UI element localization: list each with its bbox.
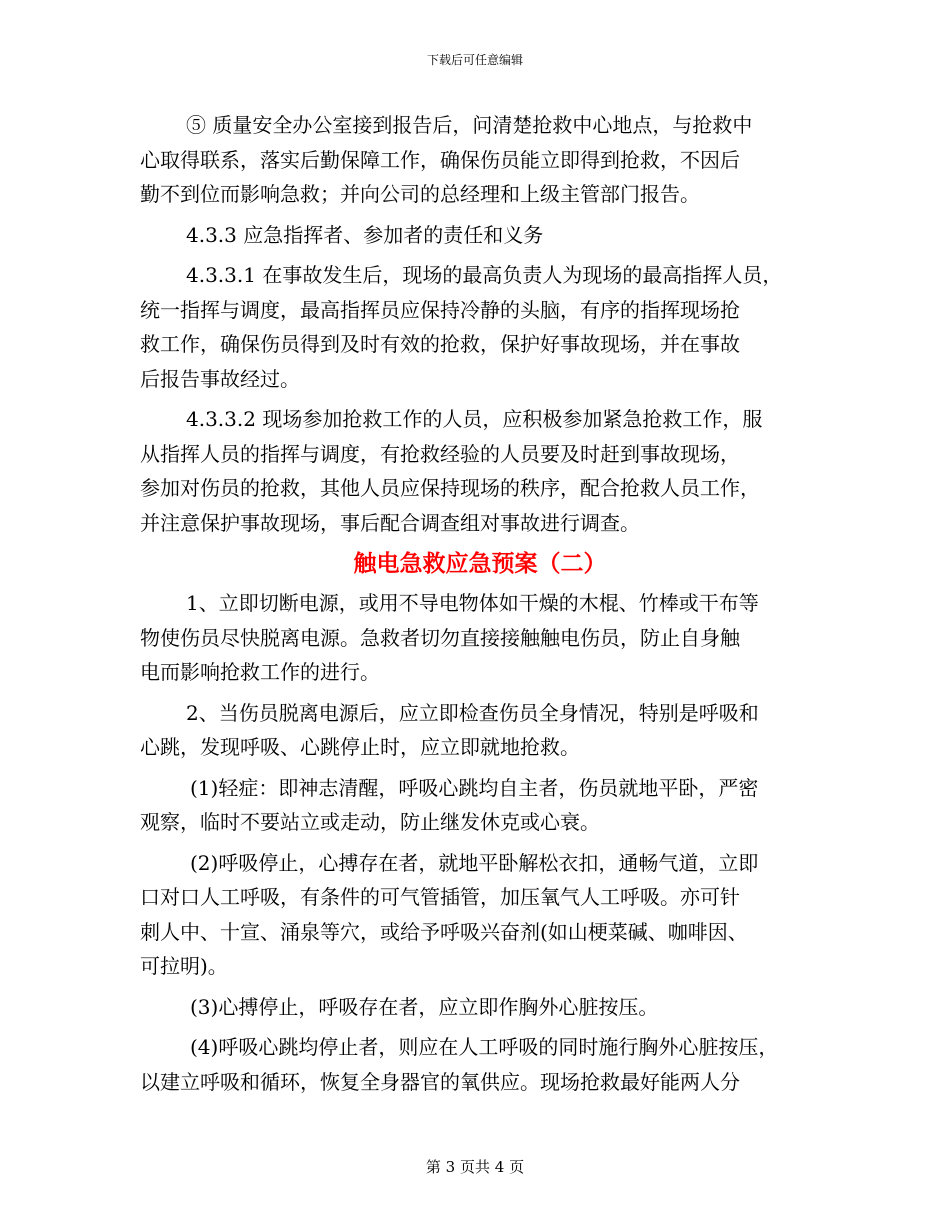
- text-line: 观察，临时不要站立或走动，防止继发休克或心衰。: [140, 810, 600, 834]
- page-footer: 第 3 页共 4 页: [425, 1158, 525, 1176]
- paragraph-quality-office: [140, 108, 820, 212]
- text-line: 从指挥人员的指挥与调度，有抢救经验的人员要及时赶到事故现场，: [140, 441, 740, 466]
- text-line: 1、立即切断电源，或用不导电物体如干燥的木棍、竹棒或干布等: [186, 591, 759, 615]
- section-title: 触电急救应急预案（二）: [353, 550, 607, 577]
- text-line: ⑤ 质量安全办公室接到报告后，问清楚抢救中心地点，与抢救中: [186, 113, 753, 137]
- paragraph-mild-case: [140, 771, 820, 840]
- text-line: 心跳，发现呼吸、心跳停止时，应立即就地抢救。: [140, 735, 580, 759]
- text-line: 4.3.3.2 现场参加抢救工作的人员，应积极参加紧急抢救工作，服: [186, 407, 763, 431]
- text-line: 后报告事故经过。: [140, 366, 300, 391]
- text-line: 统一指挥与调度，最高指挥员应保持冷静的头脑，有序的指挥现场抢: [140, 297, 740, 322]
- paragraph-heartbeat-stopped: [140, 990, 820, 1025]
- section-heading: 4.3.3 应急指挥者、参加者的责任和义务: [186, 222, 544, 247]
- text-line: (4)呼吸心跳均停止者，则应在人工呼吸的同时施行胸外心脏按压，: [190, 1035, 779, 1059]
- paragraph-section-4-3-3: [140, 218, 820, 253]
- text-line: 以建立呼吸和循环，恢复全身器官的氧供应。现场抢救最好能两人分: [140, 1069, 740, 1094]
- text-line: 心取得联系，落实后勤保障工作，确保伤员能立即得到抢救，不因后: [140, 147, 740, 172]
- text-line: (2)呼吸停止，心搏存在者，就地平卧解松衣扣，通畅气道，立即: [190, 850, 759, 875]
- paragraph-4-3-3-1: [140, 258, 820, 396]
- paragraph-4-3-3-2: [140, 402, 820, 540]
- text-line: 物使伤员尽快脱离电源。急救者切勿直接接触触电伤员，防止自身触: [140, 625, 740, 650]
- text-line: 勤不到位而影响急救；并向公司的总经理和上级主管部门报告。: [140, 182, 700, 206]
- text-line: 救工作，确保伤员得到及时有效的抢救，保护好事故现场，并在事故: [140, 332, 740, 356]
- page-header: 下载后可任意编辑: [426, 53, 523, 67]
- document-body: [140, 108, 820, 1099]
- text-line: 刺人中、十宣、涌泉等穴，或给予呼吸兴奋剂(如山梗菜碱、咖啡因、: [140, 919, 748, 944]
- text-line: (3)心搏停止，呼吸存在者，应立即作胸外心脏按压。: [190, 994, 659, 1019]
- text-line: 4.3.3.1 在事故发生后，现场的最高负责人为现场的最高指挥人员，: [186, 263, 783, 287]
- paragraph-breathing-stopped: [140, 846, 820, 984]
- text-line: 电而影响抢救工作的进行。: [140, 660, 380, 684]
- text-line: 2、当伤员脱离电源后，应立即检查伤员全身情况，特别是呼吸和: [186, 700, 759, 725]
- text-line: (1)轻症：即神志清醒，呼吸心跳均自主者，伤员就地平卧，严密: [190, 775, 759, 800]
- text-line: 参加对伤员的抢救，其他人员应保持现场的秩序，配合抢救人员工作，: [140, 476, 760, 500]
- text-line: 并注意保护事故现场，事后配合调查组对事故进行调查。: [140, 510, 640, 535]
- paragraph-cut-power: [140, 586, 820, 690]
- text-line: 口对口人工呼吸，有条件的可气管插管，加压氧气人工呼吸。亦可针: [140, 885, 740, 909]
- text-line: 可拉明)。: [140, 954, 228, 978]
- paragraph-check-victim: [140, 696, 820, 765]
- paragraph-both-stopped: [140, 1030, 820, 1099]
